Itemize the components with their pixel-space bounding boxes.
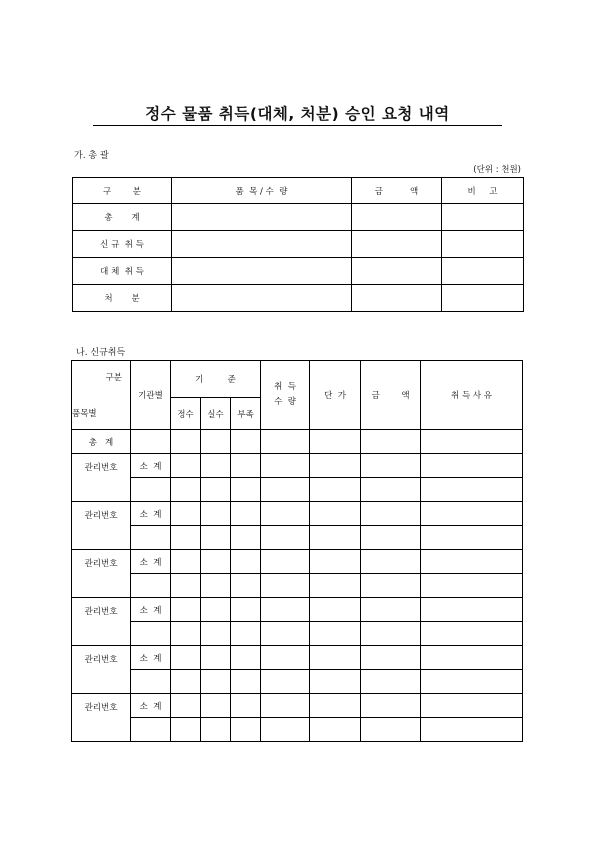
std-sub-header: 실수: [201, 398, 231, 430]
subtotal-label: 소 계: [131, 454, 171, 478]
table-cell[interactable]: [261, 454, 310, 478]
table-cell[interactable]: [361, 526, 421, 550]
table-cell[interactable]: [131, 478, 171, 502]
title-underline: [93, 125, 502, 126]
table-cell[interactable]: [131, 574, 171, 598]
table-cell[interactable]: [442, 231, 524, 258]
table-row: [73, 204, 524, 231]
table-cell[interactable]: [261, 670, 310, 694]
table-cell[interactable]: [310, 430, 361, 454]
table-cell[interactable]: [231, 526, 261, 550]
group-detail-row: [72, 478, 523, 502]
table-cell[interactable]: [231, 478, 261, 502]
table-cell[interactable]: [361, 550, 421, 574]
table-cell[interactable]: [361, 646, 421, 670]
table-cell[interactable]: [421, 598, 523, 622]
table-cell[interactable]: [131, 526, 171, 550]
standard-header: 기 준: [171, 361, 261, 398]
table-cell[interactable]: [352, 204, 442, 231]
table-cell[interactable]: [310, 598, 361, 622]
table-cell[interactable]: [201, 718, 231, 742]
table-cell[interactable]: [352, 285, 442, 312]
unit-label: (단위 : 천원): [473, 165, 521, 175]
table-cell[interactable]: [131, 718, 171, 742]
table-cell[interactable]: [201, 454, 231, 478]
group-detail-row: [72, 574, 523, 598]
table-cell[interactable]: [231, 694, 261, 718]
price-header: 단 가: [310, 361, 361, 430]
table-cell[interactable]: [171, 646, 201, 670]
row-label: 신 규 취 득: [73, 231, 172, 258]
subtotal-label: 소 계: [131, 694, 171, 718]
table-cell[interactable]: [231, 718, 261, 742]
table-cell[interactable]: [261, 598, 310, 622]
org-header: 기관별: [131, 361, 171, 430]
table-cell[interactable]: [171, 670, 201, 694]
group-row: [72, 454, 523, 478]
table-cell[interactable]: [361, 454, 421, 478]
group-detail-row: [72, 622, 523, 646]
table-cell[interactable]: [171, 478, 201, 502]
table-cell[interactable]: [201, 670, 231, 694]
table-cell[interactable]: [442, 204, 524, 231]
table-cell[interactable]: [171, 550, 201, 574]
table-cell[interactable]: [261, 622, 310, 646]
table-cell[interactable]: [310, 478, 361, 502]
acquisition-table: [71, 360, 523, 742]
table-cell[interactable]: [361, 622, 421, 646]
table-cell[interactable]: [361, 478, 421, 502]
group-detail-row: [72, 526, 523, 550]
subtotal-label: 소 계: [131, 598, 171, 622]
table-cell[interactable]: [310, 694, 361, 718]
table-cell[interactable]: [261, 550, 310, 574]
table-cell[interactable]: [361, 718, 421, 742]
table-cell[interactable]: [310, 454, 361, 478]
table-cell[interactable]: [201, 550, 231, 574]
subtotal-label: 소 계: [131, 550, 171, 574]
table-cell[interactable]: [310, 526, 361, 550]
table-cell[interactable]: [421, 718, 523, 742]
table-cell[interactable]: [421, 502, 523, 526]
table-cell[interactable]: [171, 430, 201, 454]
table-cell[interactable]: [261, 502, 310, 526]
table-row: [73, 258, 524, 285]
table-cell[interactable]: [361, 502, 421, 526]
table-cell[interactable]: [171, 526, 201, 550]
table-row: [73, 231, 524, 258]
table-cell[interactable]: [131, 670, 171, 694]
table-cell[interactable]: [310, 670, 361, 694]
table-cell[interactable]: [171, 694, 201, 718]
table-cell[interactable]: [131, 430, 171, 454]
table-cell[interactable]: [421, 478, 523, 502]
table-cell[interactable]: [352, 231, 442, 258]
section-b-heading: 나. 신규취득: [76, 348, 126, 358]
table-cell[interactable]: [261, 574, 310, 598]
table-cell[interactable]: [421, 430, 523, 454]
table-cell[interactable]: [310, 502, 361, 526]
col-header: 금 액: [352, 178, 442, 204]
table-cell[interactable]: [352, 258, 442, 285]
group-label: 관리번호: [72, 502, 131, 550]
table-cell[interactable]: [231, 646, 261, 670]
page-title: 정수 물품 취득(대체, 처분) 승인 요청 내역: [145, 105, 450, 123]
table-cell[interactable]: [172, 204, 352, 231]
table-cell[interactable]: [261, 646, 310, 670]
table-cell[interactable]: [421, 574, 523, 598]
table-cell[interactable]: [231, 670, 261, 694]
table-cell[interactable]: [231, 550, 261, 574]
reason-header: 취 득 사 유: [421, 361, 523, 430]
table-cell[interactable]: [421, 694, 523, 718]
table-cell[interactable]: [172, 258, 352, 285]
table-cell[interactable]: [231, 574, 261, 598]
group-label: 관리번호: [72, 598, 131, 646]
gubun-header-cell: [72, 361, 131, 430]
table-cell[interactable]: [171, 502, 201, 526]
table-cell[interactable]: [201, 502, 231, 526]
table-cell[interactable]: [201, 598, 231, 622]
table-cell[interactable]: [310, 718, 361, 742]
table-cell[interactable]: [172, 285, 352, 312]
table-cell[interactable]: [261, 526, 310, 550]
group-label: 관리번호: [72, 454, 131, 502]
table-cell[interactable]: [361, 670, 421, 694]
group-label: 관리번호: [72, 694, 131, 742]
table-cell[interactable]: [361, 598, 421, 622]
subtotal-label: 소 계: [131, 646, 171, 670]
table-cell[interactable]: [310, 622, 361, 646]
table-cell[interactable]: [231, 598, 261, 622]
table-cell[interactable]: [261, 718, 310, 742]
table-cell[interactable]: [231, 454, 261, 478]
group-label: 관리번호: [72, 646, 131, 694]
table-cell[interactable]: [231, 430, 261, 454]
total-label: 총 계: [72, 430, 131, 454]
group-row: [72, 502, 523, 526]
table-cell[interactable]: [310, 574, 361, 598]
group-row: [72, 646, 523, 670]
section-a-heading: 가. 총 괄: [74, 151, 109, 161]
table-cell[interactable]: [421, 670, 523, 694]
table-cell[interactable]: [171, 574, 201, 598]
table-cell[interactable]: [201, 430, 231, 454]
table-cell[interactable]: [171, 598, 201, 622]
table-cell[interactable]: [172, 231, 352, 258]
table-cell[interactable]: [131, 622, 171, 646]
table-cell[interactable]: [201, 526, 231, 550]
table-cell[interactable]: [231, 622, 261, 646]
total-row: [72, 430, 523, 454]
qty-header: 취 득 수 량: [261, 361, 310, 430]
table-cell[interactable]: [201, 478, 231, 502]
group-detail-row: [72, 718, 523, 742]
group-row: [72, 550, 523, 574]
table-cell[interactable]: [361, 574, 421, 598]
table-cell[interactable]: [361, 694, 421, 718]
group-label: 관리번호: [72, 550, 131, 598]
amount-header: 금 액: [361, 361, 421, 430]
table-cell[interactable]: [442, 258, 524, 285]
table-cell[interactable]: [361, 430, 421, 454]
table-cell[interactable]: [171, 454, 201, 478]
col-header: 품 목 / 수 량: [172, 178, 352, 204]
table-header-row: [73, 178, 524, 204]
std-sub-header: 정수: [171, 398, 201, 430]
table-cell[interactable]: [231, 502, 261, 526]
table-cell[interactable]: [421, 550, 523, 574]
table-cell[interactable]: [171, 622, 201, 646]
group-row: [72, 598, 523, 622]
table-cell[interactable]: [261, 430, 310, 454]
table-cell[interactable]: [442, 285, 524, 312]
table-cell[interactable]: [201, 622, 231, 646]
col-header: 구 분: [73, 178, 172, 204]
row-label: 총 계: [73, 204, 172, 231]
table-cell[interactable]: [421, 622, 523, 646]
table-cell[interactable]: [201, 646, 231, 670]
group-row: [72, 694, 523, 718]
table-cell[interactable]: [310, 646, 361, 670]
row-label: 처 분: [73, 285, 172, 312]
table-cell[interactable]: [421, 454, 523, 478]
group-detail-row: [72, 670, 523, 694]
row-label: 대 체 취 득: [73, 258, 172, 285]
table-cell[interactable]: [310, 550, 361, 574]
table-cell[interactable]: [201, 694, 231, 718]
table-cell[interactable]: [261, 694, 310, 718]
gubun-label: 구분: [105, 373, 122, 383]
std-sub-header: 부족: [231, 398, 261, 430]
col-header: 비 고: [442, 178, 524, 204]
pummok-label: 품목별: [72, 409, 97, 419]
table-cell[interactable]: [421, 526, 523, 550]
table-row: [73, 285, 524, 312]
table-cell[interactable]: [171, 718, 201, 742]
subtotal-label: 소 계: [131, 502, 171, 526]
summary-table: [72, 177, 524, 312]
table-cell[interactable]: [201, 574, 231, 598]
table-cell[interactable]: [261, 478, 310, 502]
table-cell[interactable]: [421, 646, 523, 670]
